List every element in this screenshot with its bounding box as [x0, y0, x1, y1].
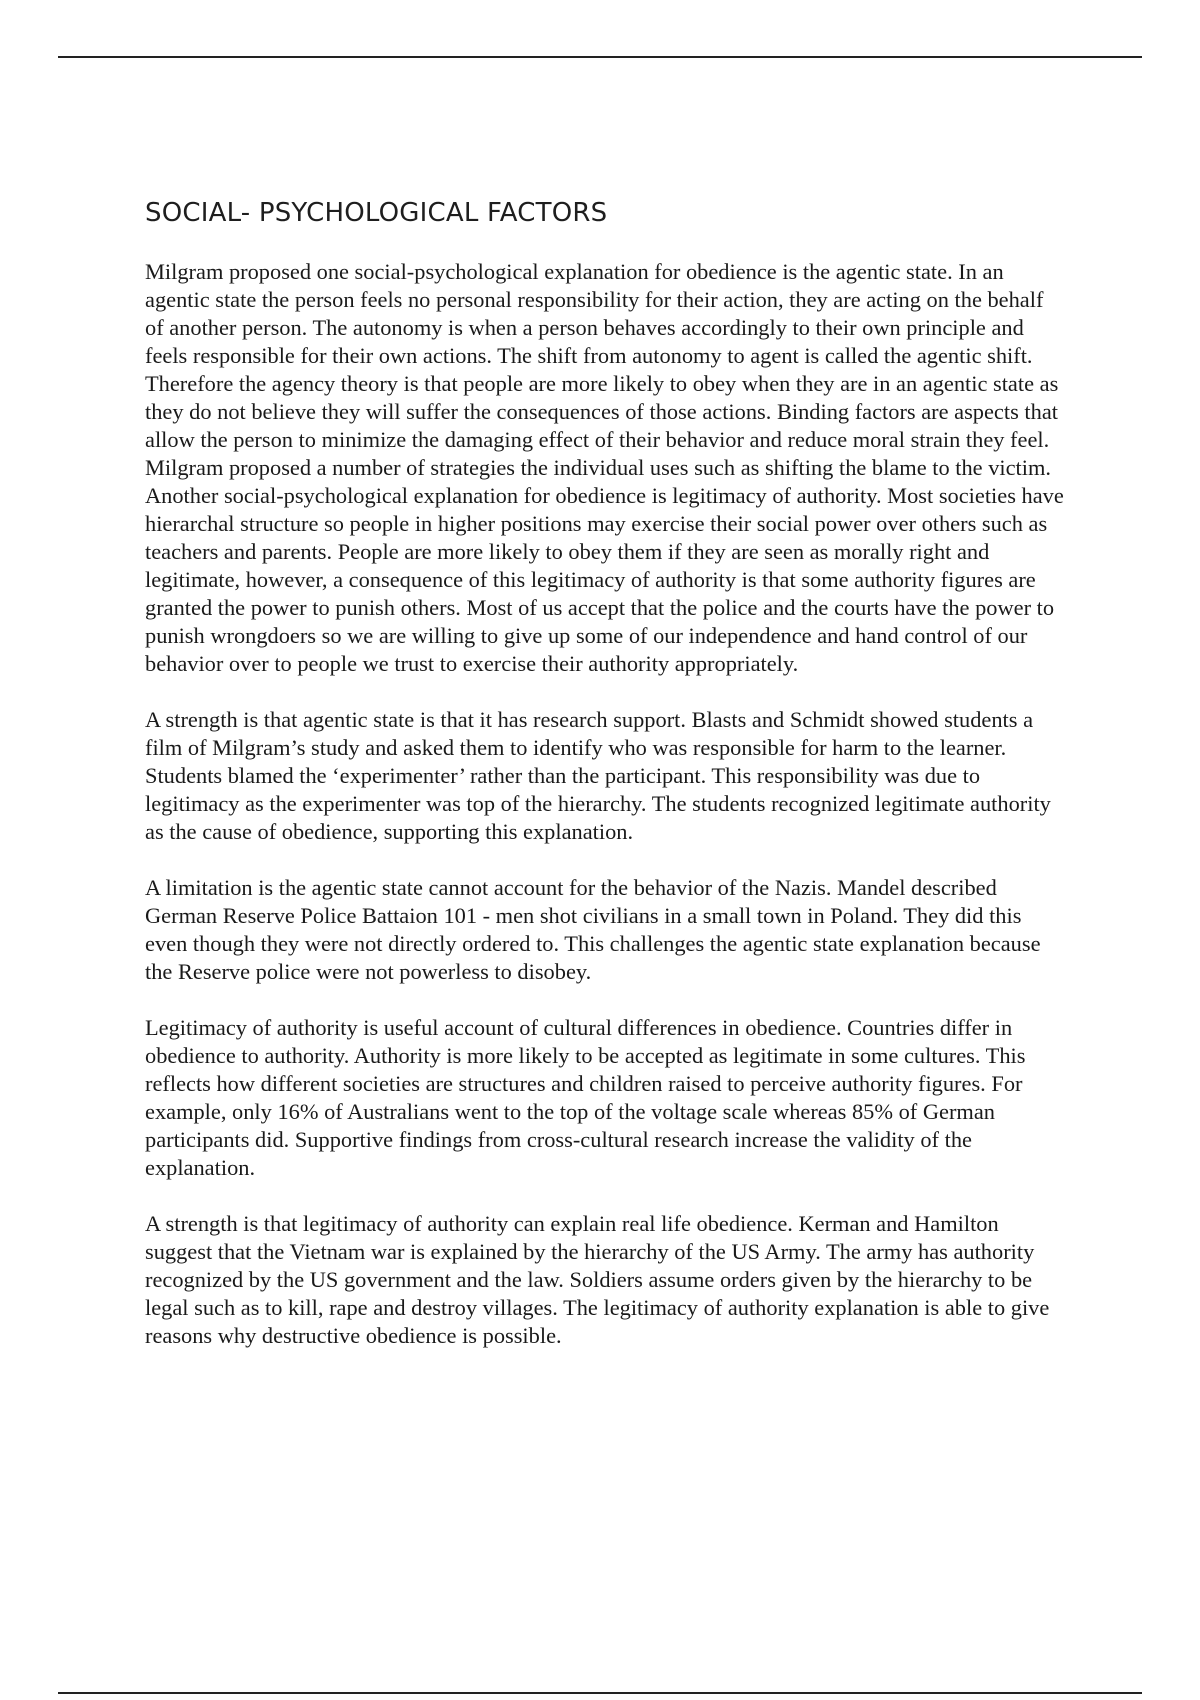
- paragraph-real-life-obedience: A strength is that legitimacy of authority can explain real life obedience. Kerman and Hamilton suggest that the Vietnam war is explained by the hierarchy of the US Army. The army has authority recognized by the US government and the law. Soldiers assume orders given by the hierarchy to be legal such as to kill, rape and destroy villages. The legitimacy of authority explanation is able to give reasons why destructive obedience is possible.: [145, 1211, 1050, 1348]
- paragraph-agentic-state-strength: A strength is that agentic state is that it has research support. Blasts and Schmidt showed students a film of Milgram’s study and asked them to identify who was responsible for harm to the learner. Students blamed the ‘experimenter’ rather than the participant. This responsibility was due to legitimacy as the experimenter was top of the hierarchy. The students recognized legitimate authority as the cause of obedience, supporting this explanation.: [145, 707, 1051, 844]
- top-rule: [58, 56, 1142, 58]
- paragraph-agentic-state-and-legitimacy: Milgram proposed one social-psychological explanation for obedience is the agentic state. In an agentic state the person feels no personal responsibility for their action, they are acting on the behalf of another person. The autonomy is when a person behaves accordingly to their own principle and feels responsible for their own actions. The shift from autonomy to agent is called the agentic shift. Therefore the agency theory is that people are more likely to obey when they are in an agentic state as they do not believe they will suffer the consequences of those actions. Binding factors are aspects that allow the person to minimize the damaging effect of their behavior and reduce moral strain they feel. Milgram proposed a number of strategies the individual uses such as shifting the blame to the victim. Another social-psychological explanation for obedience is legitimacy of authority. Most societies have hierarchal structure so people in higher positions may exercise their social power over others such as teachers and parents. People are more likely to obey them if they are seen as morally right and legitimate, however, a consequence of this legitimacy of authority is that some authority figures are granted the power to punish others. Most of us accept that the police and the courts have the power to punish wrongdoers so we are willing to give up some of our independence and hand control of our behavior over to people we trust to exercise their authority appropriately.: [145, 259, 1064, 676]
- document-body: [145, 196, 1065, 1378]
- paragraph-agentic-state-limitation: A limitation is the agentic state cannot account for the behavior of the Nazis. Mandel described German Reserve Police Battaion 101 - men shot civilians in a small town in Poland. They did this even though they were not directly ordered to. This challenges the agentic state explanation because the Reserve police were not powerless to disobey.: [145, 875, 1041, 984]
- paragraph-cultural-differences: Legitimacy of authority is useful account of cultural differences in obedience. Countries differ in obedience to authority. Authority is more likely to be accepted as legitimate in some cultures. This reflects how different societies are structures and children raised to perceive authority figures. For example, only 16% of Australians went to the top of the voltage scale whereas 85% of German participants did. Supportive findings from cross-cultural research increase the validity of the explanation.: [145, 1015, 1026, 1180]
- bottom-rule: [58, 1692, 1142, 1694]
- section-heading: SOCIAL- PSYCHOLOGICAL FACTORS: [145, 198, 608, 228]
